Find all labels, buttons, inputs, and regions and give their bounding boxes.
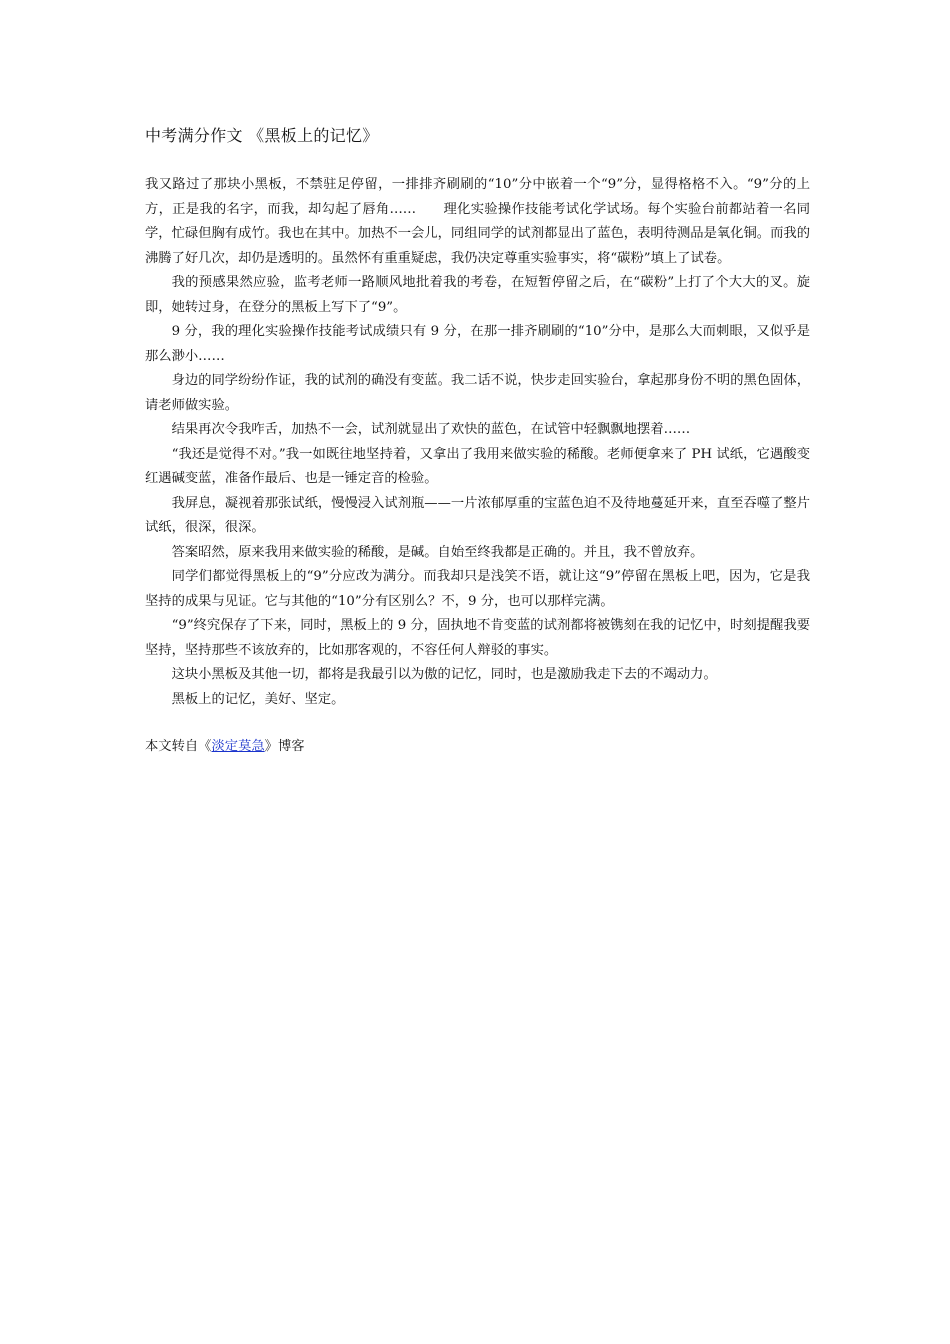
paragraph: “9”终究保存了下来，同时，黑板上的 9 分，固执地不肯变蓝的试剂都将被镌刻在我的记忆中，时刻提醒我要坚持，坚持那些不该放弃的，比如那客观的，不容任何人辩驳的事实。 <box>145 618 810 658</box>
paragraph: 黑板上的记忆，美好、坚定。 <box>171 691 345 707</box>
paragraph: 结果再次令我咋舌，加热不一会，试剂就显出了欢快的蓝色，在试管中轻飘飘地摆着…… <box>171 422 691 437</box>
paragraph: 我又路过了那块小黑板，不禁驻足停留，一排排齐刷刷的“10”分中嵌着一个“9”分，显得格格不入。“9”分的上方，正是我的名字，而我，却勾起了唇角…… 理化实验操作技能考试化学试场。每个实验台前都站着一名同学，忙碌但胸有成竹。我也在其中。加热不一会儿，同组同学的试剂都显出了蓝色，表明待测品是氧化铜。而我的沸腾了好几次，却仍是透明的。虽然怀有重重疑虑，我仍决定尊重实验事实，将“碳粉”填上了试卷。 <box>145 177 810 266</box>
paragraph: 身边的同学纷纷作证，我的试剂的确没有变蓝。我二话不说，快步走回实验台，拿起那身份不明的黑色固体，请老师做实验。 <box>145 373 810 413</box>
attribution-suffix: 》博客 <box>264 739 305 754</box>
paragraph: 我屏息，凝视着那张试纸，慢慢浸入试剂瓶——一片浓郁厚重的宝蓝色迫不及待地蔓延开来，直至吞噬了整片试纸，很深，很深。 <box>145 495 810 535</box>
document-page <box>145 124 810 758</box>
paragraph: 答案昭然，原来我用来做实验的稀酸，是碱。自始至终我都是正确的。并且，我不曾放弃。 <box>171 544 704 560</box>
paragraph: 这块小黑板及其他一切，都将是我最引以为傲的记忆，同时，也是激励我走下去的不竭动力。 <box>171 667 717 682</box>
source-attribution <box>145 736 810 758</box>
article-body <box>145 173 810 712</box>
blog-link[interactable]: 淡定莫急 <box>211 739 265 754</box>
paragraph: 同学们都觉得黑板上的“9”分应改为满分。而我却只是浅笑不语，就让这“9”停留在黑板上吧，因为，它是我坚持的成果与见证。它与其他的“10”分有区别么？不，9 分，也可以那样完满。 <box>145 569 810 609</box>
attribution-prefix: 本文转自《 <box>145 739 212 754</box>
document-title: 中考满分作文 《黑板上的记忆》 <box>145 126 379 145</box>
paragraph: 9 分，我的理化实验操作技能考试成绩只有 9 分，在那一排齐刷刷的“10”分中，是那么大而刺眼，又似乎是那么渺小…… <box>145 324 810 364</box>
paragraph: 我的预感果然应验，监考老师一路顺风地批着我的考卷，在短暂停留之后，在“碳粉”上打了个大大的叉。旋即，她转过身，在登分的黑板上写下了“9”。 <box>145 275 810 315</box>
paragraph: “我还是觉得不对。”我一如既往地坚持着，又拿出了我用来做实验的稀酸。老师便拿来了 PH 试纸，它遇酸变红遇碱变蓝，准备作最后、也是一锤定音的检验。 <box>145 446 810 486</box>
